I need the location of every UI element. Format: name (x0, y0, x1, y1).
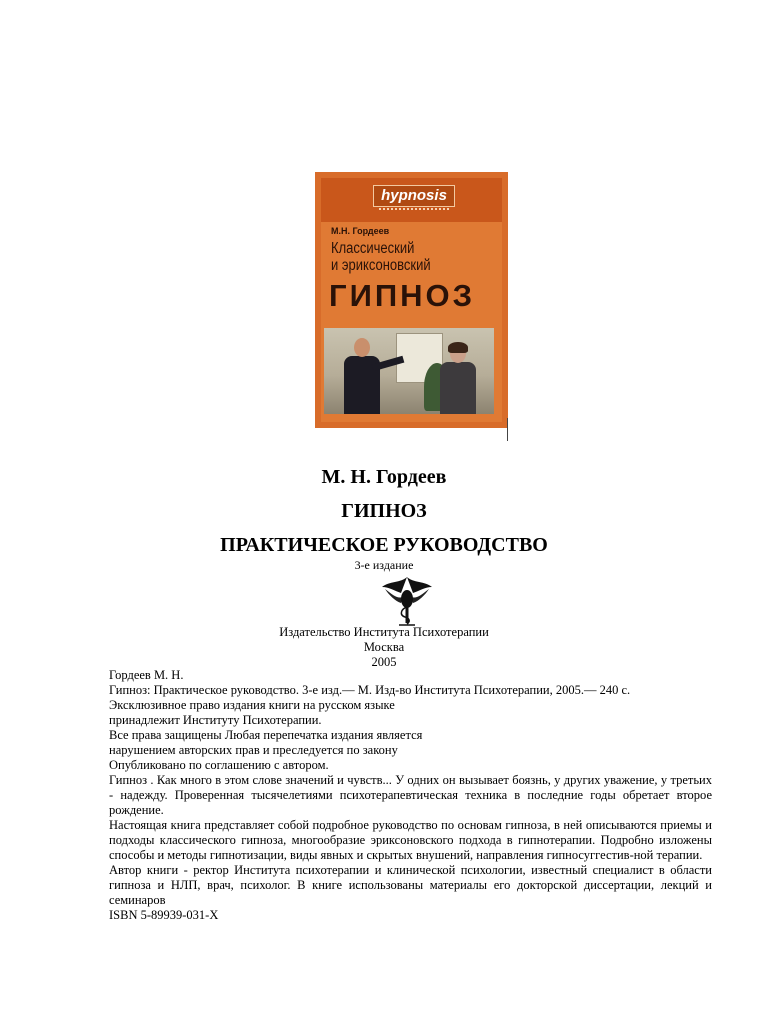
hypnotist-head (354, 338, 370, 357)
cover-title: ГИПНОЗ (329, 278, 476, 313)
edition-label: 3-е издание (354, 558, 414, 572)
series-band (321, 178, 502, 222)
photo-subject (439, 344, 477, 414)
cover-panel (321, 178, 502, 422)
annotation-paragraph-3: Автор книги - ректор Института психотерапии и клинической психологии, известный специалист в области гипноза и НЛП, врач, психолог. В книге использованы материалы его докторской диссертации, лекций и семинаров (109, 863, 712, 907)
publisher-city: Москва (363, 640, 405, 654)
publisher-name: Издательство Института Психотерапии (279, 625, 489, 639)
series-dots (379, 208, 449, 214)
annotation-paragraph-2: Настоящая книга представляет собой подробное руководство по основам гипноза, в ней описываются приемы и подходы классического гипноза, многообразие эриксоновского подхода в гипнотерапии. Подробно изложены способы и методы гипнотизации, виды явных и скрытых внушений, направления гипносуггестив-ной терапии. (109, 818, 712, 862)
book-author: М. Н. Гордеев (321, 466, 447, 488)
imprint-text (109, 668, 712, 923)
author-line: Гордеев М. Н. (109, 668, 184, 682)
citation-line: Гипноз: Практическое руководство. 3-е изд.— М. Изд-во Института Психотерапии, 2005.— 240 с. (109, 683, 631, 697)
cover-author: М.Н. Гордеев (331, 226, 390, 236)
subject-hair (448, 342, 468, 353)
rights-line-3: Все права защищены Любая перепечатка издания является (109, 728, 423, 742)
isbn-line: ISBN 5-89939-031-X (109, 908, 219, 922)
annotation-paragraph-1: Гипноз . Как много в этом слове значений и чувств... У одних он вызывает боязнь, у других уважение, у третьих - надежду. Проверенная тысячелетиями психотерапевтическая техника в последние годы обретает второе рождение. (109, 773, 712, 817)
publisher-emblem-icon (379, 573, 435, 627)
subject-body (440, 362, 476, 414)
rights-line-1: Эксклюзивное право издания книги на русском языке (109, 698, 395, 712)
cover-subtitle-line1: Классический (331, 238, 415, 257)
book-cover-image (315, 172, 508, 428)
publisher-year: 2005 (371, 655, 397, 669)
book-title: ГИПНОЗ (341, 500, 427, 522)
cover-subtitle-line2: и эриксоновский (331, 255, 431, 274)
series-logo: hypnosis (373, 185, 455, 207)
photo-hypnotist (342, 338, 382, 414)
cover-photo (324, 328, 494, 414)
cover-edge-line (507, 418, 508, 441)
rights-line-4: нарушением авторских прав и преследуется по закону (109, 743, 398, 757)
rights-line-2: принадлежит Институту Психотерапии. (109, 713, 322, 727)
publisher-block (0, 625, 768, 670)
cover-subtitle (331, 240, 501, 274)
published-line: Опубликовано по соглашению с автором. (109, 758, 329, 772)
book-subtitle: ПРАКТИЧЕСКОЕ РУКОВОДСТВО (220, 534, 548, 556)
